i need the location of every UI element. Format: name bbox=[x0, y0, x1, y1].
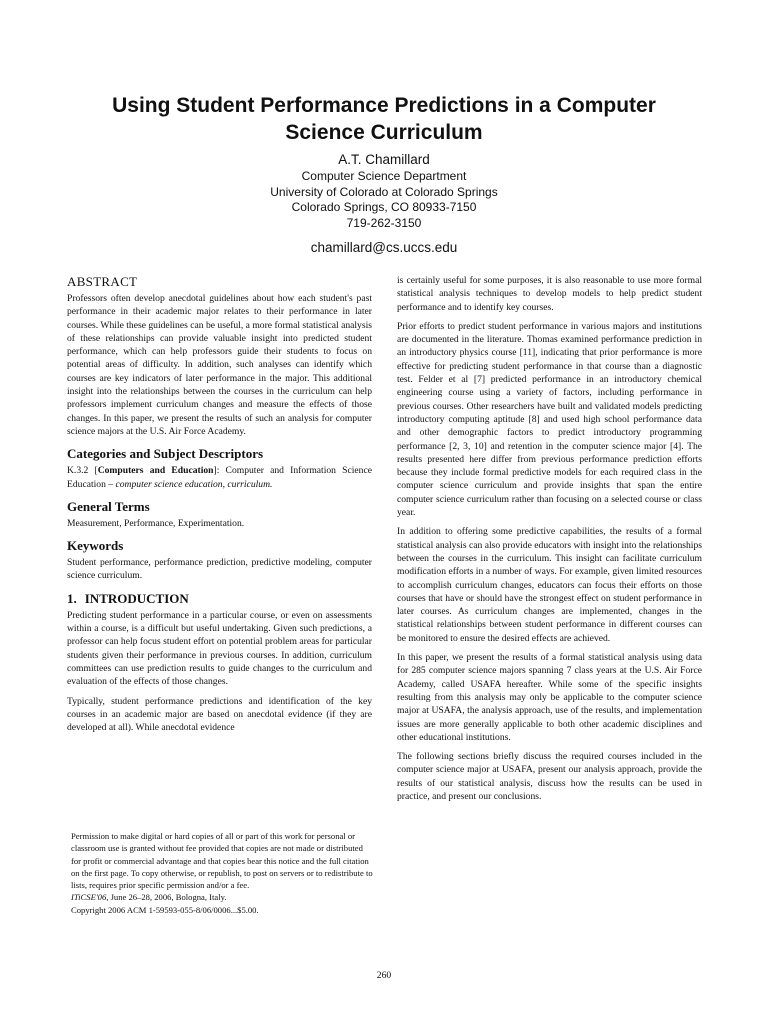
right-column bbox=[397, 274, 702, 809]
author-univ: University of Colorado at Colorado Springs bbox=[270, 184, 498, 199]
categories-italic: computer science education, curriculum. bbox=[115, 478, 273, 490]
categories-bold: Computers and Education bbox=[97, 465, 214, 477]
right-paragraph-4: In this paper, we present the results of a formal statistical analysis using data for 285 computer science majors spanning 7 class years at the U.S. Air Force Academy, called USAFA hereafter. While some of the specific insights resulting from this analysis may only be applicable to the computer science major at USAFA, the analysis approach, use of the results, and implementation issues are more generally applicable to both other academic disciplines and other educational institutions. bbox=[397, 652, 702, 743]
abstract-heading: ABSTRACT bbox=[67, 274, 138, 289]
copyright-line: Copyright 2006 ACM 1-59593-055-8/06/0006...$5.00. bbox=[71, 904, 259, 915]
author-email: chamillard@cs.uccs.edu bbox=[310, 240, 458, 255]
right-paragraph-2: Prior efforts to predict student performance in various majors and institutions are documented in the literature. Thomas examined performance prediction in an introductory physics course [11], indicating that prior performance is more effective for predicting student performance in that course than a diagnostic test. Felder et al [7] predicted performance in an introductory chemical engineering course using a variety of factors, including performance in previous courses. Other researchers have built and validated models predicting introductory computing aptitude [8] and used high school performance data and other demographic factors to predict introductory programming performance [2, 3, 10] and retention in the computer science major [4]. The results presented here differ from previous performance prediction efforts because they include formal predictive models for each required class in the computer science curriculum and provide insights that span the entire computer science curriculum rather than focusing on a selected course or class year. bbox=[397, 320, 702, 519]
title-line-2: Science Curriculum bbox=[285, 121, 483, 144]
keywords-heading: Keywords bbox=[67, 538, 124, 554]
categories-text bbox=[67, 464, 372, 491]
author-city: Colorado Springs, CO 80933-7150 bbox=[291, 200, 477, 214]
venue-details: , June 26–28, 2006, Bologna, Italy. bbox=[106, 892, 227, 903]
left-column bbox=[67, 274, 372, 740]
author-phone: 719-262-3150 bbox=[346, 215, 422, 230]
permission-notice bbox=[71, 830, 373, 916]
abstract-text: Professors often develop anecdotal guidelines about how each student's past performance in their academic major relates to their performance in later courses. While these guidelines can be useful, a more formal statistical analysis of these relationships can provide valuable insight into predicted student performance, which can help professors guide their students to focus on potential areas of difficulty. In addition, such analyses can identify which courses are key indicators of later performance in the major. This additional insight into the relationships between the courses in the curriculum can help professors implement curriculum changes and measure the effects of those changes. In this paper, we present the results of such an analysis for computer science majors at the U.S. Air Force Academy. bbox=[67, 293, 372, 437]
right-paragraph-5: The following sections briefly discuss the required courses included in the computer science major at USAFA, present our analysis approach, provide the results of our statistical analysis, discuss how the results can be used in practice, and present our conclusions. bbox=[397, 751, 702, 802]
venue-name: ITiCSE'06 bbox=[71, 892, 107, 903]
permission-text: Permission to make digital or hard copies of all or part of this work for personal or classroom use is granted without fee provided that copies are not made or distributed for profit or commercial advantage and that copies bear this notice and the full citation on the first page. To copy otherwise, or republish, to post on servers or to redistribute to lists, requires prior specific permission and/or a fee. bbox=[71, 831, 373, 891]
author-name: A.T. Chamillard bbox=[338, 152, 430, 167]
author-dept: Computer Science Department bbox=[301, 169, 467, 183]
categories-code: K.3.2 [ bbox=[67, 465, 98, 477]
terms-text: Measurement, Performance, Experimentation. bbox=[67, 517, 245, 529]
intro-paragraph-2: Typically, student performance predictions and identification of the key courses in an academic major are based on anecdotal evidence (if they are developed at all). While anecdotal evidence bbox=[67, 695, 372, 734]
terms-heading: General Terms bbox=[67, 498, 150, 514]
intro-title: INTRODUCTION bbox=[84, 590, 189, 606]
author-block bbox=[160, 151, 608, 257]
categories-mid: ]: Computer and Information Science Education – bbox=[67, 465, 372, 490]
venue-line bbox=[71, 891, 373, 903]
intro-paragraph-1: Predicting student performance in a particular course, or even on assessments within a course, is a difficult but useful undertaking. Given such predictions, a professor can help focus student effort on potential problem areas for particular students given their performance in previous courses. In addition, curriculum committees can use prediction results to guide changes to the curriculum and evaluation of the effects of those changes. bbox=[67, 609, 372, 688]
categories-heading: Categories and Subject Descriptors bbox=[67, 446, 264, 462]
intro-number: 1. bbox=[67, 590, 77, 606]
paper-title bbox=[60, 92, 708, 146]
page-number: 260 bbox=[376, 970, 392, 981]
right-paragraph-3: In addition to offering some predictive capabilities, the results of a formal statistical analysis can also provide educators with insight into the relationships between the courses in the curriculum. This insight can facilitate curriculum modification efforts in a number of ways. For example, given limited resources to accomplish curriculum changes, educators can focus their efforts on those courses that have or should have the strongest effect on student performance in later courses. As curriculum changes are implemented, changes in the statistical relationships between student performance in different courses can be monitored to ensure the desired effects are achieved. bbox=[397, 526, 702, 644]
keywords-text: Student performance, performance prediction, predictive modeling, computer science curriculum. bbox=[67, 557, 372, 582]
right-paragraph-1: is certainly useful for some purposes, it is also reasonable to use more formal statistical analysis techniques to develop models to help predict student performance and to identify key courses. bbox=[397, 275, 702, 313]
title-line-1: Using Student Performance Predictions in a Computer bbox=[112, 94, 656, 117]
intro-heading bbox=[67, 591, 372, 607]
